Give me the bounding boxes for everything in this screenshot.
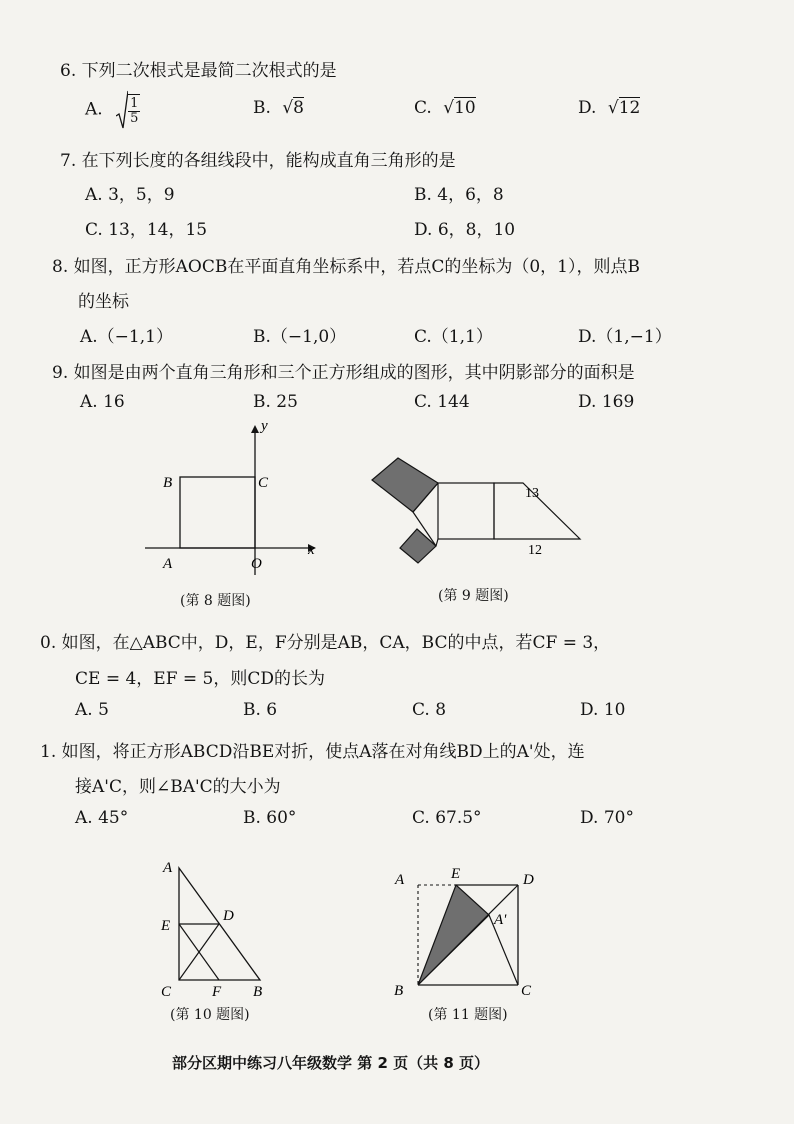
page-footer: 部分区期中练习八年级数学 第 2 页（共 8 页） xyxy=(172,1054,489,1072)
q7-option-b: B. 4，6，8 xyxy=(414,185,504,205)
q6-option-d-letter: D. xyxy=(578,98,597,118)
fig10-label-c: C xyxy=(161,984,172,1000)
fig10-label-e: E xyxy=(161,918,171,934)
fig10-label-d: D xyxy=(223,908,234,924)
figure-10 xyxy=(155,850,275,1002)
fig11-label-a: A xyxy=(395,872,405,888)
fig8-caption: (第 8 题图) xyxy=(180,593,251,609)
fig10-label-b: B xyxy=(253,984,263,1000)
q10-stem-line2: CE = 4，EF = 5，则CD的长为 xyxy=(75,669,325,689)
q7-option-d: D. 6，8，10 xyxy=(414,220,516,240)
fig11-label-c: C xyxy=(521,983,532,997)
fig9-square-middle xyxy=(438,483,494,539)
fig9-edge-bottom-left xyxy=(436,539,438,546)
fig11-label-a-prime: A' xyxy=(494,912,507,928)
q10-option-c: C. 8 xyxy=(412,700,447,720)
q6-option-c-radicand: 10 xyxy=(454,98,476,118)
fig10-caption: (第 10 题图) xyxy=(170,1007,250,1023)
q10-stem-line1: 0. 如图，在△ABC中，D，E，F分别是AB，CA，BC的中点，若CF = 3， xyxy=(40,633,611,653)
q10-option-a: A. 5 xyxy=(75,700,109,720)
fig9-shaded-square-large xyxy=(372,458,438,512)
fig11-shaded-triangle xyxy=(418,885,489,985)
q6-stem: 6. 下列二次根式是最简二次根式的是 xyxy=(60,61,337,81)
figure-11 xyxy=(390,862,550,997)
fig11-label-d: D xyxy=(523,872,534,888)
q8-option-d: D.（1,−1） xyxy=(578,327,672,347)
q11-option-b: B. 60° xyxy=(243,808,297,828)
q11-option-d: D. 70° xyxy=(580,808,634,828)
q11-option-c: C. 67.5° xyxy=(412,808,482,828)
q8-stem-line1: 8. 如图，正方形AOCB在平面直角坐标系中，若点C的坐标为（0，1），则点B xyxy=(52,257,640,277)
q11-stem-line1: 1. 如图，将正方形ABCD沿BE对折，使点A落在对角线BD上的A'处，连 xyxy=(40,742,585,762)
q6-option-c: C. √10 xyxy=(414,98,476,118)
fig11-caption: (第 11 题图) xyxy=(428,1007,508,1023)
q6-option-a-letter: A. xyxy=(85,99,103,120)
q9-option-d: D. 169 xyxy=(578,392,635,412)
q9-stem: 9. 如图是由两个直角三角形和三个正方形组成的图形，其中阴影部分的面积是 xyxy=(52,363,635,383)
fig8-label-x: x xyxy=(308,542,315,558)
q8-option-b: B.（−1,0） xyxy=(253,327,347,347)
fig8-y-arrow xyxy=(251,425,259,433)
fig9-caption: (第 9 题图) xyxy=(438,588,509,604)
q8-stem-line2: 的坐标 xyxy=(78,292,129,312)
fig9-label-12: 12 xyxy=(528,543,542,558)
figure-9 xyxy=(365,450,595,575)
q7-option-a: A. 3，5，9 xyxy=(85,185,175,205)
q6-a-numerator: 1 xyxy=(130,96,139,111)
q8-option-c: C.（1,1） xyxy=(414,327,493,347)
fig10-label-a: A xyxy=(163,860,173,876)
fig11-label-e: E xyxy=(451,866,461,882)
radical-sign-icon xyxy=(116,90,128,130)
fig8-label-o: O xyxy=(251,556,262,572)
q6-option-a xyxy=(85,90,140,130)
q10-option-d: D. 10 xyxy=(580,700,626,720)
q9-option-c: C. 144 xyxy=(414,392,470,412)
q6-option-b-letter: B. xyxy=(253,98,271,118)
fig10-label-f: F xyxy=(212,984,222,1000)
q6-option-a-radical xyxy=(116,90,140,130)
fig8-label-b: B xyxy=(163,475,173,491)
q6-a-denominator: 5 xyxy=(130,111,139,126)
q11-option-a: A. 45° xyxy=(75,808,129,828)
fig8-square xyxy=(180,477,255,548)
q7-stem: 7. 在下列长度的各组线段中，能构成直角三角形的是 xyxy=(60,151,456,171)
fig9-shaded-square-small xyxy=(400,529,436,563)
fig11-label-b: B xyxy=(394,983,404,997)
q10-option-b: B. 6 xyxy=(243,700,278,720)
q6-option-b: B. √8 xyxy=(253,98,304,118)
q6-option-d-radicand: 12 xyxy=(618,98,641,118)
fig8-label-c: C xyxy=(258,475,269,491)
q6-option-b-radicand: 8 xyxy=(293,98,304,118)
q9-option-b: B. 25 xyxy=(253,392,298,412)
figure-8 xyxy=(130,415,330,580)
q8-option-a: A.（−1,1） xyxy=(80,327,173,347)
fig8-label-a: A xyxy=(163,556,173,572)
q7-option-c: C. 13，14，15 xyxy=(85,220,208,240)
q6-option-c-letter: C. xyxy=(414,98,432,118)
fig9-label-13: 13 xyxy=(525,486,539,501)
q6-option-d: D. √12 xyxy=(578,98,641,118)
fig8-label-y: y xyxy=(261,418,268,434)
q11-stem-line2: 接A'C，则∠BA'C的大小为 xyxy=(75,777,281,797)
q9-option-a: A. 16 xyxy=(80,392,125,412)
